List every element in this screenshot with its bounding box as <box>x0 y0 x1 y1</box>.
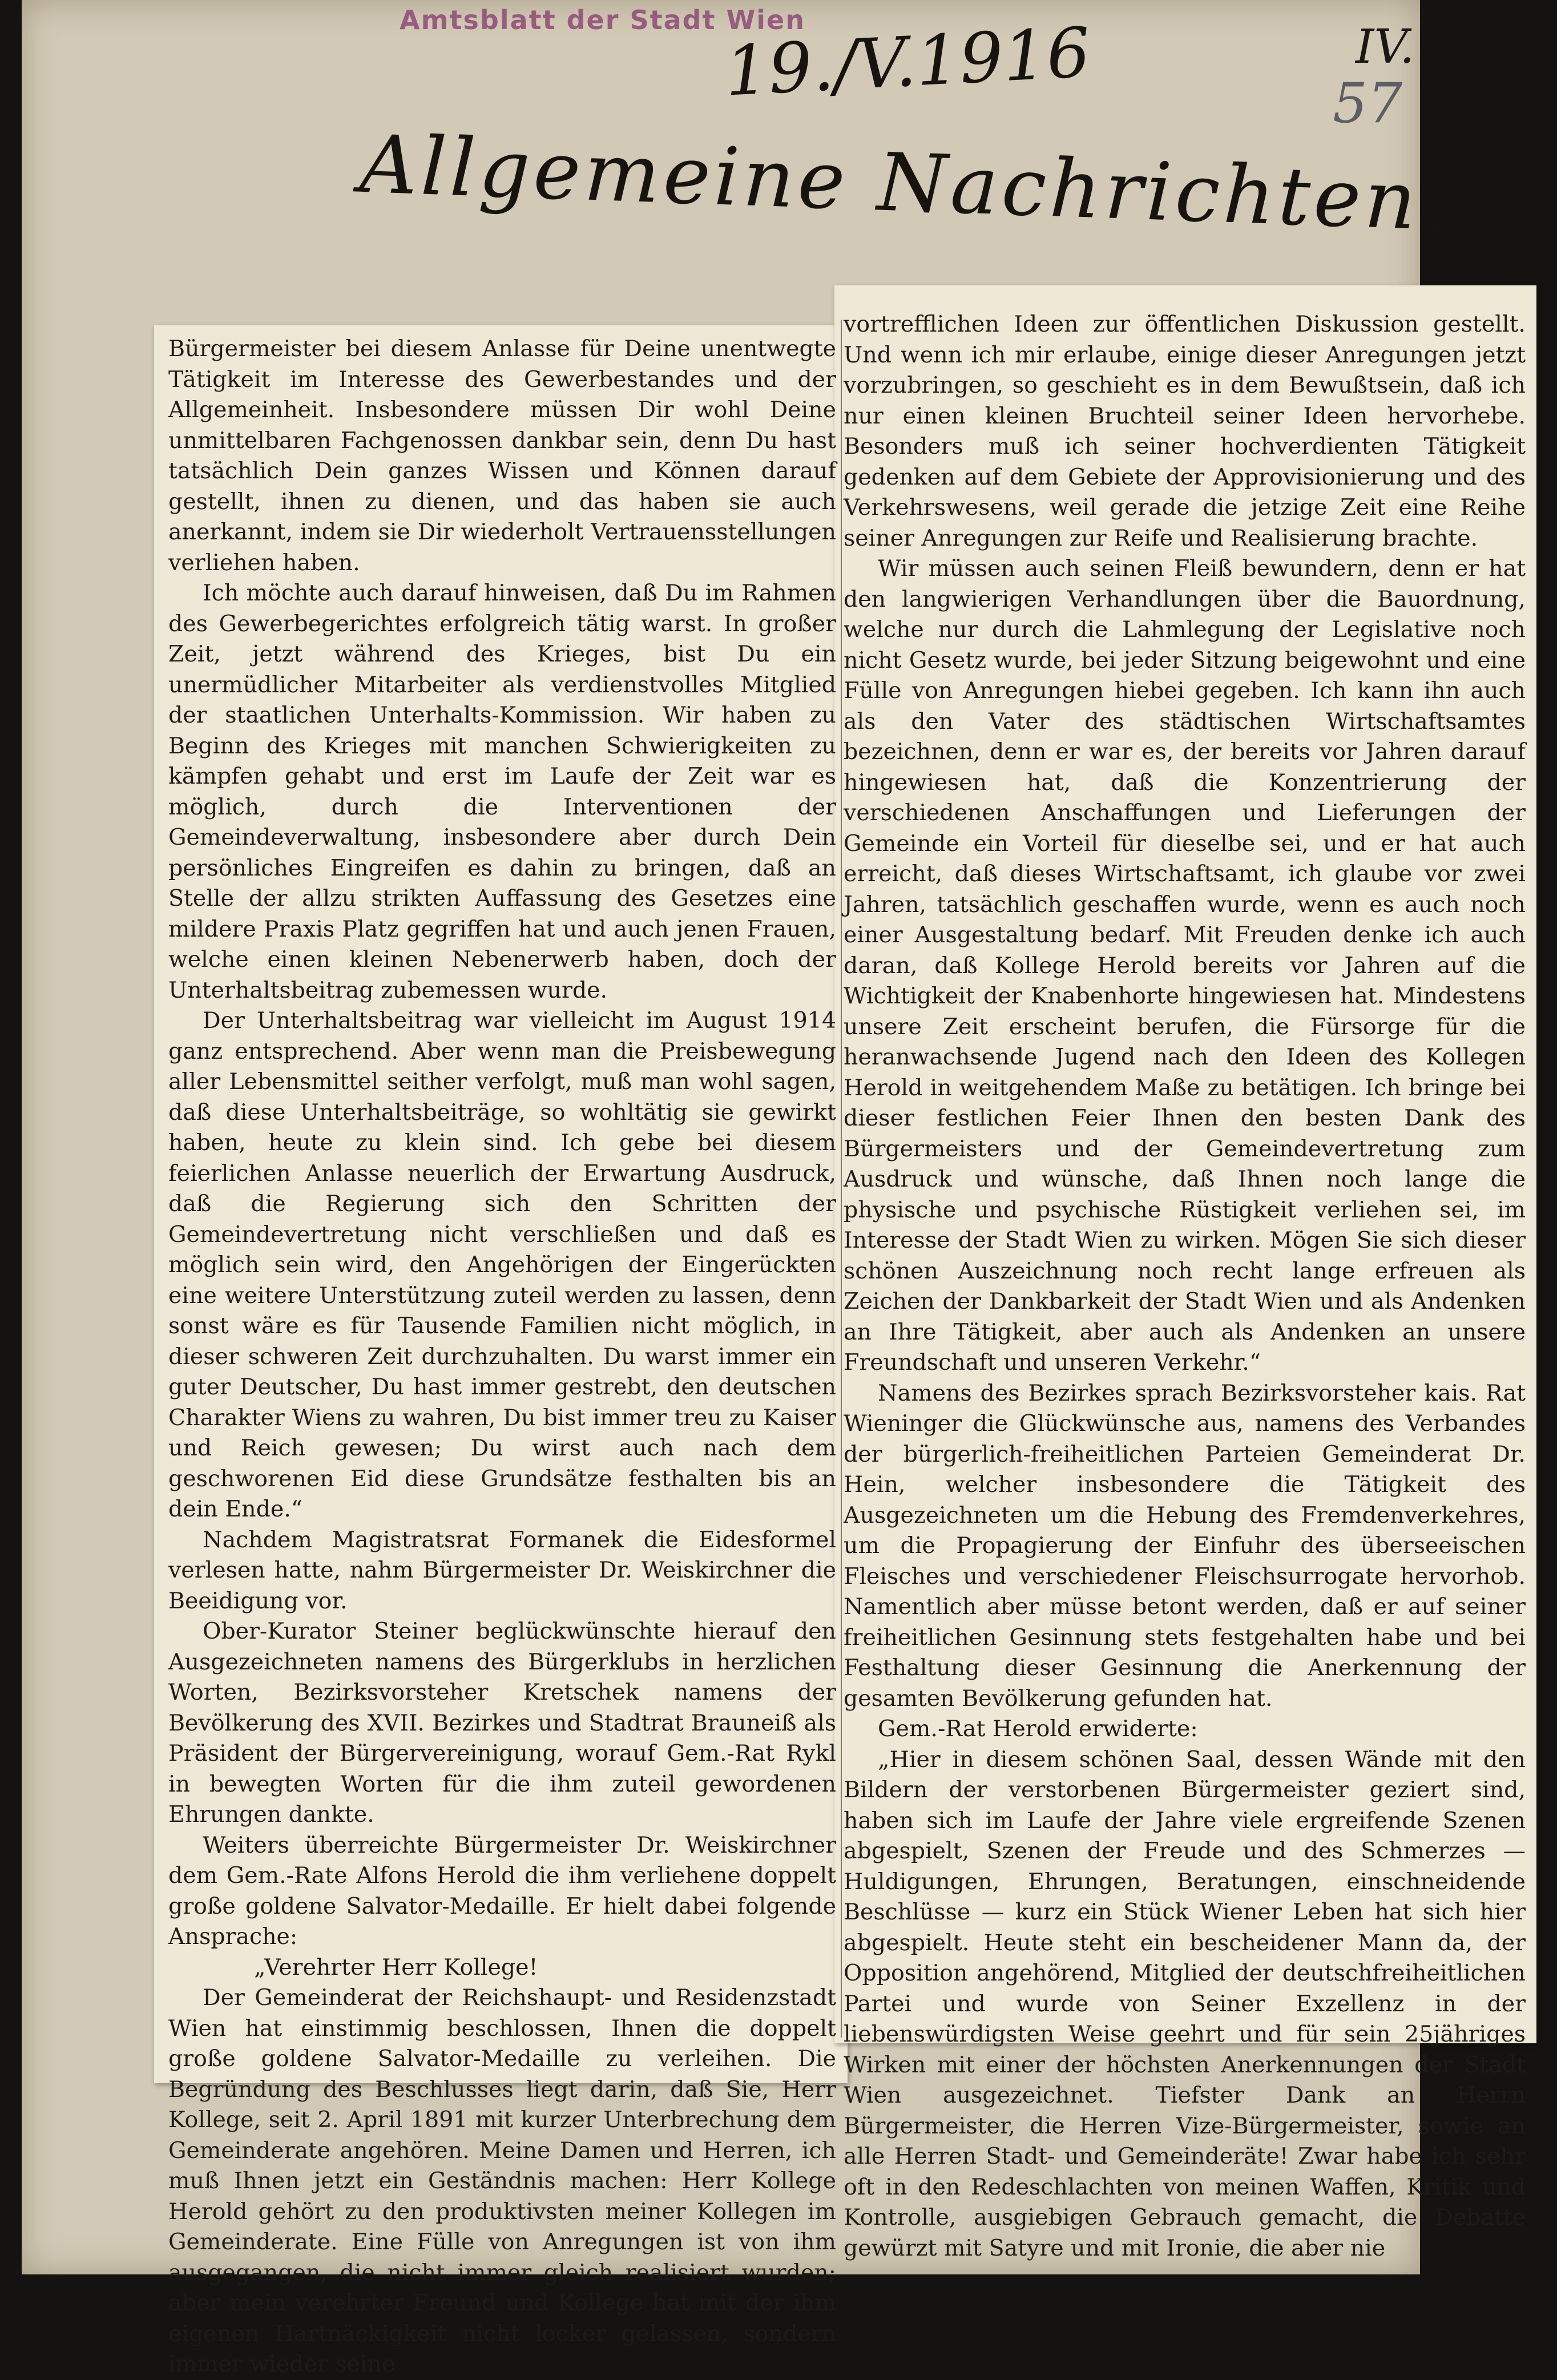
handwritten-roman-numeral: IV. <box>1356 20 1415 74</box>
paragraph: Wir müssen auch seinen Fleiß bewundern, denn er hat den langwierigen Verhandlungen über die Bauordnung, welche nur durch die Lahmlegung der Legislative noch nicht Gesetz wurde, bei jeder Sitzung beigewohnt und eine Fülle von Anregungen hiebei gegeben. Ich kann ihn auch als den Vater des städtischen Wirtschaftsamtes bezeichnen, denn er war es, der bereits vor Jahren darauf hingewiesen hat, daß die Konzentrierung der verschiedenen Anschaffungen und Lieferungen der Gemeinde ein Vorteil für dieselbe sei, und er hat auch erreicht, daß dieses Wirtschaftsamt, ich glaube vor zwei Jahren, tatsächlich geschaffen wurde, wenn es auch noch einer Ausgestaltung bedarf. Mit Freuden denke ich auch daran, daß Kollege Herold bereits vor Jahren auf die Wichtigkeit der Knabenhorte hingewiesen hat. Mindestens unsere Zeit erscheint berufen, die Fürsorge für die heranwachsende Jugend nach den Ideen des Kollegen Herold in weitgehendem Maße zu betätigen. Ich bringe bei dieser festlichen Feier Ihnen den besten Dank des Bürgermeisters und der Gemeindevertretung zum Ausdruck und wünsche, daß Ihnen noch lange die physische und psychische Rüstigkeit verliehen sei, im Interesse der Stadt Wien zu wirken. Mögen Sie sich dieser schönen Auszeichnung noch recht lange erfreuen als Zeichen der Dankbarkeit der Stadt Wien und als Andenken an Ihre Tätigkeit, aber auch als Andenken an unsere Freundschaft und unseren Verkehr.“ <box>844 555 1526 1375</box>
paragraph: Der Unterhaltsbeitrag war vielleicht im August 1914 ganz entsprechend. Aber wenn man die Preisbewegung aller Lebensmittel seither verfolgt, muß man wohl sagen, daß diese Unterhaltsbeiträge, so wohltätig sie gewirkt haben, heute zu klein sind. Ich gebe bei diesem feierlichen Anlasse neuerlich der Erwartung Ausdruck, daß die Regierung sich den Schritten der Gemeindevertretung nicht verschließen und daß es möglich sein wird, den Angehörigen der Eingerückten eine weitere Unterstützung zuteil werden zu lassen, denn sonst wäre es für Tausende Familien nicht möglich, in dieser schweren Zeit durchzuhalten. Du warst immer ein guter Deutscher, Du hast immer gestrebt, den deutschen Charakter Wiens zu wahren, Du bist immer treu zu Kaiser und Reich gewesen; Du wirst auch nach dem geschworenen Eid diese Grundsätze festhalten bis an dein Ende.“ <box>168 1007 836 1522</box>
column-divider <box>841 320 842 2038</box>
paragraph: Weiters überreichte Bürgermeister Dr. Weiskirchner dem Gem.-Rate Alfons Herold die ihm verliehene doppelt große goldene Salvator-Medaille. Er hielt dabei folgende Ansprache: <box>168 1832 836 1950</box>
paragraph: Namens des Bezirkes sprach Bezirksvorsteher kais. Rat Wieninger die Glückwünsche aus, namens des Verbandes der bürgerlich-freiheitlichen Parteien Gemeinderat Dr. Hein, welcher insbesondere die Tätigkeit des Ausgezeichneten um die Hebung des Fremdenverkehres, um die Propagierung der Einfuhr des überseeischen Fleisches und verschiedener Fleischsurrogate hervorhob. Namentlich aber müsse betont werden, daß er auf seiner freiheitlichen Gesinnung stets festgehalten habe und bei Festhaltung dieser Gesinnung die Anerkennung der gesamten Bevölkerung gefunden hat. <box>844 1379 1526 1712</box>
article-column-right <box>844 309 1526 2261</box>
paragraph: Der Gemeinderat der Reichshaupt- und Residenzstadt Wien hat einstimmig beschlossen, Ihnen die doppelt große goldene Salvator-Medaille zu verleihen. Die Begründung des Beschlusses liegt darin, daß Sie, Herr Kollege, seit 2. April 1891 mit kurzer Unterbrechung dem Gemeinderate angehören. Meine Damen und Herren, ich muß Ihnen jetzt ein Geständnis machen: Herr Kollege Herold gehört zu den produktivsten meiner Kollegen im Gemeinderate. Eine Fülle von Anregungen ist von ihm ausgegangen, die nicht immer gleich realisiert wurden; aber mein verehrter Freund und Kollege hat mit der ihm eigenen Hartnäckigkeit nicht locker gelassen, sondern immer wieder seine <box>168 1984 836 2377</box>
archive-stamp: Amtsblatt der Stadt Wien <box>400 5 806 35</box>
handwritten-page-number: 57 <box>1333 71 1403 135</box>
paragraph: „Hier in diesem schönen Saal, dessen Wände mit den Bildern der verstorbenen Bürgermeister geziert sind, haben sich im Laufe der Jahre viele ergreifende Szenen abgespielt, Szenen der Freude und des Schmerzes — Huldigungen, Ehrungen, Beratungen, einschneidende Beschlüsse — kurz ein Stück Wiener Leben hat sich hier abgespielt. Heute steht ein bescheidener Mann da, der Opposition angehörend, Mitglied der deutschfreiheitlichen Partei und wurde von Seiner Exzellenz in der liebenswürdigsten Weise geehrt und für sein 25jähriges Wirken mit einer der höchsten Anerkennungen der Stadt Wien ausgezeichnet. Tiefster Dank an Herrn Bürgermeister, die Herren Vize-Bürgermeister, sowie an alle Herren Stadt- und Gemeinderäte! Zwar habe ich sehr oft in den Redeschlachten von meinen Waffen, Kritik und Kontrolle, ausgiebigen Gebrauch gemacht, die Debatte gewürzt mit Satyre und mit Ironie, die aber nie <box>844 1746 1526 2261</box>
paragraph: Nachdem Magistratsrat Formanek die Eidesformel verlesen hatte, nahm Bürgermeister Dr. Weiskirchner die Beeidigung vor. <box>168 1526 836 1614</box>
article-column-left <box>168 334 836 2377</box>
paragraph: vortrefflichen Ideen zur öffentlichen Diskussion gestellt. Und wenn ich mir erlaube, einige dieser Anregungen jetzt vorzubringen, so geschieht es in dem Bewußtsein, daß ich nur einen kleinen Bruchteil seiner Ideen hervorhebe. Besonders muß ich seiner hochverdienten Tätigkeit gedenken auf dem Gebiete der Approvisionierung und des Verkehrswesens, weil gerade die jetzige Zeit eine Reihe seiner Anregungen zur Reife und Realisierung brachte. <box>844 311 1526 551</box>
speech-salutation: „Verehrter Herr Kollege! <box>254 1954 538 1980</box>
paragraph: Gem.-Rat Herold erwiderte: <box>878 1716 1198 1742</box>
handwritten-date: 19./V.1916 <box>723 13 1092 112</box>
handwritten-heading: Allgemeine Nachrichten. <box>358 118 1450 249</box>
paragraph: Bürgermeister bei diesem Anlasse für Deine unentwegte Tätigkeit im Interesse des Gewerbestandes und der Allgemeinheit. Insbesondere müssen Dir wohl Deine unmittelbaren Fachgenossen dankbar sein, denn Du hast tatsächlich Dein ganzes Wissen und Können darauf gestellt, ihnen zu dienen, und das haben sie auch anerkannt, indem sie Dir wiederholt Vertrauensstellungen verliehen haben. <box>168 336 836 576</box>
paragraph: Ich möchte auch darauf hinweisen, daß Du im Rahmen des Gewerbegerichtes erfolgreich tätig warst. In großer Zeit, jetzt während des Krieges, bist Du ein unermüdlicher Mitarbeiter als verdienstvolles Mitglied der staatlichen Unterhalts-Kommission. Wir haben zu Beginn des Krieges mit manchen Schwierigkeiten zu kämpfen gehabt und erst im Laufe der Zeit war es möglich, durch die Interventionen der Gemeindeverwaltung, insbesondere aber durch Dein persönliches Eingreifen es dahin zu bringen, daß an Stelle der allzu strikten Auffassung des Gesetzes eine mildere Praxis Platz gegriffen hat und auch jenen Frauen, welche einen kleinen Nebenerwerb haben, doch der Unterhaltsbeitrag zubemessen wurde. <box>168 580 836 1003</box>
paragraph: Ober-Kurator Steiner beglückwünschte hierauf den Ausgezeichneten namens des Bürgerklubs in herzlichen Worten, Bezirksvorsteher Kretschek namens der Bevölkerung des XVII. Bezirkes und Stadtrat Brauneiß als Präsident der Bürgervereinigung, worauf Gem.-Rat Rykl in bewegten Worten für die ihm zuteil gewordenen Ehrungen dankte. <box>168 1618 836 1828</box>
